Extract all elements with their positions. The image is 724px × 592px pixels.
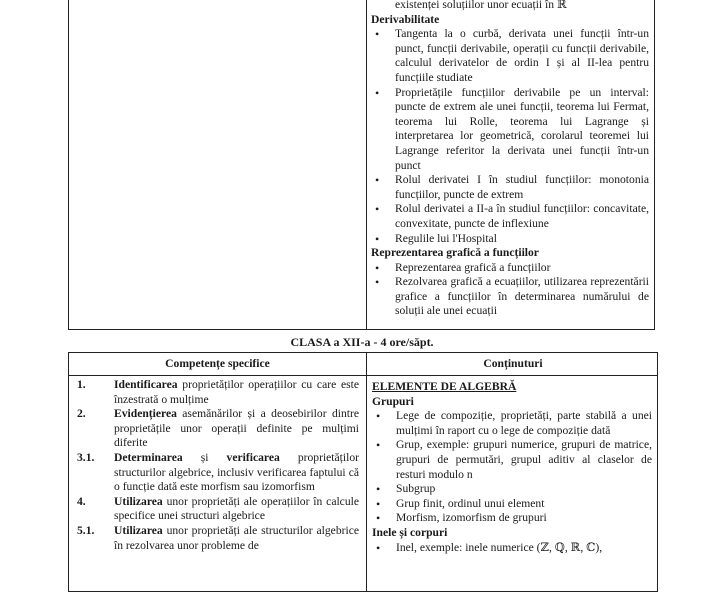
class-heading: CLASA a XII-a - 4 ore/săpt.	[290, 335, 434, 349]
competences-list	[77, 378, 359, 553]
section-heading-rings: Inele și corpuri	[372, 525, 448, 539]
list-item: • Rezolvarea grafică a ecuațiilor, utilizarea reprezentării grafice a funcțiilor în determinarea numărului de soluții ale unei ecuații	[371, 275, 649, 319]
competence-item	[77, 451, 359, 495]
competence-number: 2.	[77, 407, 86, 421]
contents-column-top	[371, 0, 649, 319]
list-item: • Rolul derivatei a II-a în studiul funcțiilor: concavitate, convexitate, puncte de inflexiune	[371, 202, 649, 231]
column-divider	[366, 353, 367, 591]
list-item: • Proprietățile funcțiilor derivabile pe un interval: puncte de extrem ale unei funcții, teorema lui Fermat, teorema lui Rolle, teorema lui Lagrange și interpretarea lor geometrică, corolarul teoremei lui Lagrange referitor la derivata unei funcții într-un punct	[371, 86, 649, 174]
competence-text: Evidențierea asemănărilor și a deosebirilor dintre proprietățile unor operații definite pe mulțimi diferite	[114, 407, 359, 450]
header-competences: Competențe specifice	[165, 357, 270, 370]
competence-number: 4.	[77, 494, 86, 508]
section-heading-groups: Grupuri	[372, 394, 414, 408]
list-item: • Tangenta la o curbă, derivata unei funcții într-un punct, funcții derivabile, operații cu funcții derivabile, calculul derivatelor de ordin I și al II-lea pentru funcțiile studiate	[371, 27, 649, 85]
competence-number: 1.	[77, 378, 86, 391]
contents-column	[372, 380, 652, 555]
competence-text: Determinarea și verificarea proprietăților structurilor algebrice, inclusiv verificarea faptului că o funcție dată este morfism sau izomorfism	[114, 450, 359, 494]
section-heading-graphs: Reprezentarea grafică a funcțiilor	[371, 246, 539, 260]
curriculum-table-top	[68, 0, 655, 330]
continued-line: existenței soluțiilor unor ecuații în ℝ	[395, 0, 567, 11]
list-item: • Inel, exemple: inele numerice (ℤ, ℚ, ℝ, ℂ),	[372, 541, 652, 556]
table-header-row	[69, 353, 657, 376]
list-item: • Lege de compoziție, proprietăți, parte stabilă a unei mulțimi în raport cu o lege de compoziție dată	[372, 409, 652, 438]
competence-number: 3.1.	[77, 450, 95, 464]
content-title: ELEMENTE DE ALGEBRĂ	[372, 380, 517, 393]
list-item: • Rolul derivatei I în studiul funcțiilor: monotonia funcțiilor, puncte de extrem	[371, 173, 649, 202]
section-heading-derivability: Derivabilitate	[371, 12, 440, 26]
competence-text: Identificarea proprietăților operațiilor cu care este înzestrată o mulțime	[114, 378, 359, 406]
list-item: • Grup finit, ordinul unui element	[372, 497, 652, 512]
list-item: • Grup, exemple: grupuri numerice, grupuri de matrice, grupuri de permutări, grupul aditiv al claselor de resturi modulo n	[372, 438, 652, 482]
competence-item	[77, 378, 359, 407]
list-item: • Morfism, izomorfism de grupuri	[372, 511, 652, 526]
curriculum-table-bottom	[68, 352, 658, 592]
column-divider	[366, 0, 367, 329]
derivability-list	[371, 27, 649, 246]
competence-text: Utilizarea unor proprietăți ale operațiilor în calcule specifice unei structuri algebrice	[114, 494, 359, 523]
competence-number: 5.1.	[77, 523, 95, 537]
list-item: • Reprezentarea grafică a funcțiilor	[371, 261, 649, 276]
competence-item	[77, 495, 359, 524]
competence-item	[77, 407, 359, 451]
header-contents: Conținuturi	[483, 357, 543, 370]
graphs-list	[371, 261, 649, 319]
list-item: • Subgrup	[372, 482, 652, 497]
groups-list	[372, 409, 652, 526]
rings-list	[372, 541, 652, 556]
competence-item	[77, 524, 359, 553]
list-item: • Regulile lui l'Hospital	[371, 232, 649, 247]
competence-text: Utilizarea unor proprietăți ale structurilor algebrice în rezolvarea unor probleme de	[114, 523, 359, 552]
